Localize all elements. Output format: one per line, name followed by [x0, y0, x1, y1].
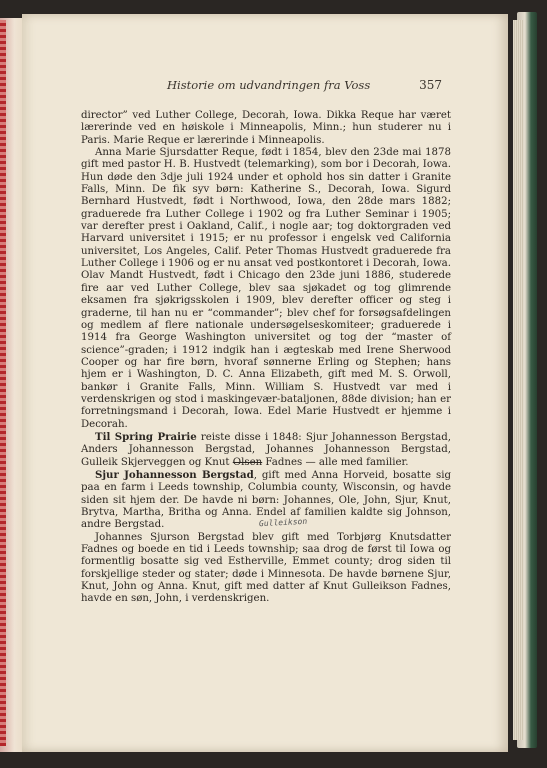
spring-prairie-heading: Til Spring Prairie [95, 430, 197, 443]
page-number: 357 [419, 78, 442, 92]
book-page [22, 14, 508, 752]
sjur-bergstad-text: , gift med Anna Horveid, bosatte sig paa en farm i Leeds township, Columbia county, Wisconsin, og havde siden sit hjem der. De havde ni børn: Johannes, Ole, John, Sjur, Knut, Brytva, Martha, Britha og Anna. Endel af familien kaldte sig Johnson, andre Bergstad. [81, 469, 451, 531]
spring-prairie-text-2: Fadnes — alle med familier. [262, 456, 409, 468]
paragraph-continuation: director” ved Luther College, Decorah, Iowa. Dikka Reque har været lærerinde ved en høiskole i Minneapolis, Minn.; hun studerer nu i Paris. Marie Reque er lærerinde i Minneapolis. [81, 110, 451, 146]
running-title: Historie om udvandringen fra Voss [167, 78, 371, 92]
paragraph-spring-prairie [81, 431, 451, 469]
paragraph-anna-marie-reque: Anna Marie Sjursdatter Reque, født i 1854, blev den 23de mai 1878 gift med pastor H. B. Hustvedt (telemarking), som bor i Decorah, Iowa. Hun døde den 3dje juli 1924 under et ophold hos sin datter i Granite Falls, Minn. De fik syv børn: Katherine S., Decorah, Iowa. Sigurd Bernhard Hustvedt, født i Northwood, Iowa, den 28de mars 1882; graduerede fra Luther College i 1902 og fra Luther Seminar i 1905; var derefter prest i Oakland, Calif., i nogle aar; tog doktorgraden ved Harvard universitet i 1915; er nu professor i engelsk ved California universitet, Los Angeles, Calif. Peter Thomas Hustvedt graduerede fra Luther College i 1906 og er nu ansat ved postkontoret i Decorah, Iowa. Olav Mandt Hustvedt, født i Chicago den 23de juni 1886, studerede fire aar ved Luther College, blev saa sjøkadet og tog glimrende eksamen fra sjøkrigsskolen i 1909, blev derefter officer og steg i graderne, til han nu er “commander”; blev chef for forsøgsafdelingen og medlem af flere nationale undersøgelseskomiteer; graduerede i 1914 fra George Washington universitet og tog der “master of science”-graden; i 1912 indgik han i ægteskab med Irene Sherwood Cooper og har fire børn, hvoraf sønnerne Erling og Stephen; hans hjem er i Washington, D. C. Anna Elizabeth, gift med M. S. Orwoll, bankør i Granite Falls, Minn. William S. Hustvedt var med i verdenskrigen og stod i maskingevær-bataljonen, 88de division; han er forretningsmand i Decorah, Iowa. Edel Marie Hustvedt er hjemme i Decorah. [81, 147, 451, 430]
paragraph-johannes-sjurson: Johannes Sjurson Bergstad blev gift med Torbjørg Knutsdatter Fadnes og boede en tid i Leeds township; saa drog de først til Iowa og formentlig bosatte sig ved Estherville, Emmet county; drog siden til forskjellige steder og stater; døde i Minnesota. De havde børnene Sjur, Knut, John og Anna. Knut, gift med datter af Knut Gulleikson Fadnes, havde en søn, John, i verdenskrigen. [81, 531, 451, 605]
struck-word: Olsen [232, 456, 263, 468]
spring-prairie-text-1: reiste disse i 1848: Sjur Johannesson Bergstad, Anders Johannesson Bergstad, Johannes Johannesson Bergstad, Gulleik Skjerveggen og Knut [81, 431, 451, 468]
red-binding-stripe [0, 20, 6, 746]
sjur-bergstad-heading: Sjur Johannesson Bergstad [95, 468, 254, 481]
handwritten-correction: Gulleikson [258, 516, 308, 529]
page-edges [513, 20, 523, 740]
body-text [81, 110, 451, 606]
page-header [82, 74, 442, 94]
